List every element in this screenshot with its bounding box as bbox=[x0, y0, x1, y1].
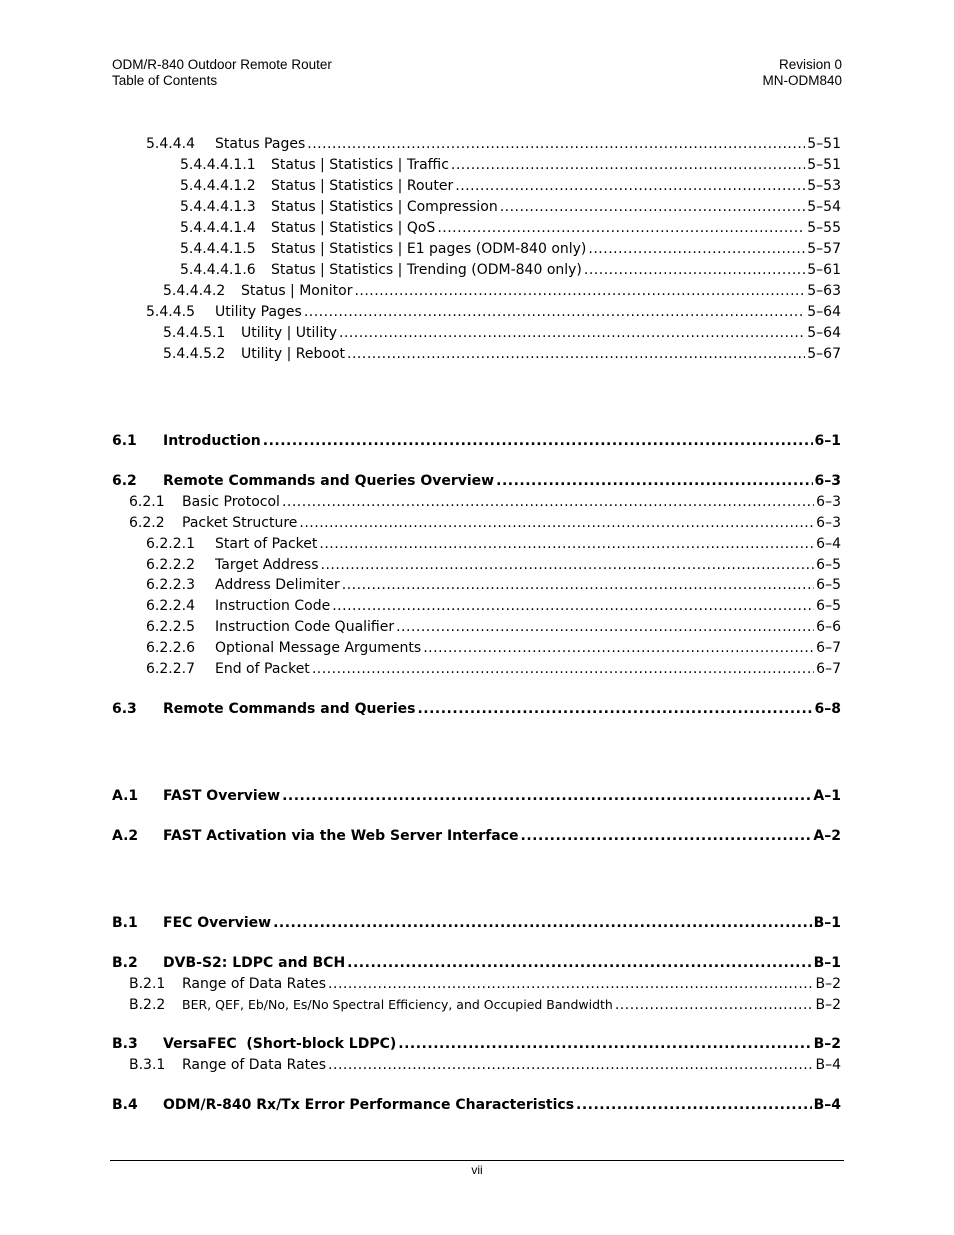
toc-entry[interactable] bbox=[163, 281, 841, 301]
toc-entry[interactable] bbox=[180, 239, 841, 259]
toc-page: 6–6 bbox=[816, 619, 841, 635]
toc-page: 5–57 bbox=[807, 241, 841, 257]
toc-title: Instruction Code Qualifier bbox=[215, 619, 395, 635]
toc-number: B.2.2 bbox=[129, 997, 166, 1013]
toc-number: 5.4.4.4.1.1 bbox=[180, 157, 256, 173]
toc-page: 5–51 bbox=[807, 136, 841, 152]
toc-leader bbox=[455, 176, 805, 196]
toc-page: 5–51 bbox=[807, 157, 841, 173]
toc-entry[interactable] bbox=[112, 1095, 841, 1115]
toc-page: 6–8 bbox=[814, 701, 841, 717]
toc-title: Range of Data Rates bbox=[182, 976, 327, 992]
toc-entry[interactable] bbox=[146, 534, 841, 554]
toc-title: Utility | Utility bbox=[241, 325, 337, 341]
toc-page: 6–3 bbox=[816, 515, 841, 531]
toc-title: Status | Monitor bbox=[241, 283, 353, 299]
toc-page: B–1 bbox=[813, 915, 841, 931]
toc-number: A.2 bbox=[112, 828, 139, 844]
toc-number: 6.2 bbox=[112, 473, 137, 489]
toc-page: 6–5 bbox=[816, 598, 841, 614]
toc-entry[interactable] bbox=[112, 471, 841, 491]
toc-page: 5–55 bbox=[807, 220, 841, 236]
toc-page: 6–7 bbox=[816, 661, 841, 677]
toc-number: 6.2.2.2 bbox=[146, 557, 195, 573]
toc-entry[interactable] bbox=[163, 323, 841, 343]
toc-leader bbox=[282, 492, 814, 512]
toc-number: 6.2.2.4 bbox=[146, 598, 195, 614]
toc-number: B.3 bbox=[112, 1036, 138, 1052]
toc-title: ODM/R-840 Rx/Tx Error Performance Characteristics bbox=[163, 1097, 575, 1113]
toc-page: 6–5 bbox=[816, 577, 841, 593]
manual-number: MN-ODM840 bbox=[762, 73, 842, 88]
toc-page: 6–1 bbox=[814, 433, 841, 449]
toc-number: A.1 bbox=[112, 788, 139, 804]
revision-label: Revision 0 bbox=[778, 57, 842, 72]
toc-page: 5–67 bbox=[807, 346, 841, 362]
toc-entry[interactable] bbox=[180, 260, 841, 280]
toc-entry[interactable] bbox=[146, 638, 841, 658]
toc-number: 5.4.4.5.2 bbox=[163, 346, 226, 362]
toc-title: BER, QEF, Eb/No, Es/No Spectral Efficiency, and Occupied Bandwidth bbox=[182, 997, 613, 1012]
toc-title: Address Delimiter bbox=[215, 577, 340, 593]
toc-leader bbox=[500, 197, 806, 217]
running-header-left bbox=[112, 57, 332, 89]
footer-rule bbox=[110, 1160, 844, 1161]
toc-title: Basic Protocol bbox=[182, 494, 280, 510]
toc-number: B.2 bbox=[112, 955, 138, 971]
toc-leader bbox=[451, 155, 805, 175]
toc-page: 5–64 bbox=[807, 304, 841, 320]
toc-leader bbox=[396, 617, 814, 637]
toc-entry[interactable] bbox=[112, 699, 841, 719]
toc-title: Status | Statistics | E1 pages (ODM-840 only) bbox=[271, 241, 587, 257]
toc-page: 6–3 bbox=[816, 494, 841, 510]
toc-number: 5.4.4.4.2 bbox=[163, 283, 226, 299]
toc-entry[interactable] bbox=[163, 344, 841, 364]
toc-page: 5–53 bbox=[807, 178, 841, 194]
toc-leader bbox=[354, 281, 805, 301]
section-title: Table of Contents bbox=[112, 73, 218, 88]
toc-entry[interactable] bbox=[129, 513, 841, 533]
toc-title: Optional Message Arguments bbox=[215, 640, 422, 656]
toc-page: 5–54 bbox=[807, 199, 841, 215]
toc-page: B–2 bbox=[815, 976, 841, 992]
toc-number: 5.4.4.4.1.3 bbox=[180, 199, 256, 215]
toc-entry[interactable] bbox=[146, 617, 841, 637]
toc-title: DVB-S2: LDPC and BCH bbox=[163, 955, 346, 971]
toc-leader bbox=[521, 826, 812, 846]
toc-leader bbox=[319, 534, 814, 554]
toc-entry[interactable] bbox=[180, 176, 841, 196]
toc-page: B–4 bbox=[813, 1097, 841, 1113]
toc-leader bbox=[339, 323, 805, 343]
toc-number: 5.4.4.4.1.4 bbox=[180, 220, 256, 236]
toc-entry[interactable] bbox=[146, 659, 841, 679]
toc-title: Remote Commands and Queries bbox=[163, 701, 416, 717]
toc-page: 5–64 bbox=[807, 325, 841, 341]
toc-entry[interactable] bbox=[146, 575, 841, 595]
toc-number: 6.2.2.7 bbox=[146, 661, 195, 677]
toc-entry[interactable] bbox=[146, 302, 841, 322]
toc-leader bbox=[304, 302, 805, 322]
toc-entry[interactable] bbox=[112, 826, 841, 846]
toc-entry[interactable] bbox=[146, 596, 841, 616]
toc-number: 5.4.4.4.1.2 bbox=[180, 178, 256, 194]
toc-title: FEC Overview bbox=[163, 915, 272, 931]
toc-number: 5.4.4.5.1 bbox=[163, 325, 226, 341]
toc-page: 5–61 bbox=[807, 262, 841, 278]
toc-entry[interactable] bbox=[112, 786, 841, 806]
toc-leader bbox=[328, 974, 813, 994]
toc-number: B.2.1 bbox=[129, 976, 166, 992]
running-header-right bbox=[762, 57, 842, 89]
toc-title: Remote Commands and Queries Overview bbox=[163, 473, 495, 489]
toc-leader bbox=[576, 1095, 812, 1115]
toc-leader bbox=[347, 344, 805, 364]
toc-page: A–2 bbox=[813, 828, 841, 844]
toc-leader bbox=[423, 638, 814, 658]
toc-leader bbox=[321, 555, 815, 575]
toc-leader bbox=[273, 913, 812, 933]
toc-entry[interactable] bbox=[112, 953, 841, 973]
toc-leader bbox=[496, 471, 812, 491]
toc-entry[interactable] bbox=[112, 431, 841, 451]
toc-page: 6–3 bbox=[814, 473, 841, 489]
page-number: vii bbox=[471, 1163, 483, 1177]
toc-title: End of Packet bbox=[215, 661, 310, 677]
toc-number: 5.4.4.4.1.6 bbox=[180, 262, 256, 278]
toc-title: VersaFEC (Short-block LDPC) bbox=[163, 1036, 397, 1052]
toc-leader bbox=[299, 513, 814, 533]
toc-number: 6.2.2 bbox=[129, 515, 165, 531]
toc-number: B.1 bbox=[112, 915, 138, 931]
toc-leader bbox=[417, 699, 812, 719]
toc-title: Utility Pages bbox=[215, 304, 302, 320]
toc-title: Start of Packet bbox=[215, 536, 318, 552]
toc-number: 5.4.4.4 bbox=[146, 136, 195, 152]
toc-entry[interactable] bbox=[180, 197, 841, 217]
toc-entry[interactable] bbox=[146, 555, 841, 575]
toc-page: 6–5 bbox=[816, 557, 841, 573]
toc-leader bbox=[282, 786, 811, 806]
toc-number: 6.2.1 bbox=[129, 494, 165, 510]
toc-entry[interactable] bbox=[180, 218, 841, 238]
toc-number: 5.4.4.4.1.5 bbox=[180, 241, 256, 257]
toc-title: Status Pages bbox=[215, 136, 306, 152]
toc-leader bbox=[615, 995, 814, 1015]
toc-entry[interactable] bbox=[129, 1055, 841, 1075]
toc-number: 6.2.2.5 bbox=[146, 619, 195, 635]
toc-leader bbox=[347, 953, 811, 973]
toc-number: 6.2.2.6 bbox=[146, 640, 195, 656]
toc-leader bbox=[312, 659, 814, 679]
toc-entry[interactable] bbox=[129, 974, 841, 994]
toc-entry[interactable] bbox=[180, 155, 841, 175]
toc-page: B–1 bbox=[813, 955, 841, 971]
toc-title: Status | Statistics | Compression bbox=[271, 199, 498, 215]
toc-leader bbox=[263, 431, 813, 451]
document-title: ODM/R-840 Outdoor Remote Router bbox=[112, 57, 332, 72]
toc-page: A–1 bbox=[813, 788, 841, 804]
toc-leader bbox=[307, 134, 805, 154]
toc-leader bbox=[328, 1055, 813, 1075]
toc-leader bbox=[332, 596, 814, 616]
toc-title: Target Address bbox=[215, 557, 319, 573]
toc-title: FAST Overview bbox=[163, 788, 281, 804]
toc-title: FAST Activation via the Web Server Interface bbox=[163, 828, 519, 844]
toc-title: Introduction bbox=[163, 433, 261, 449]
toc-leader bbox=[584, 260, 805, 280]
toc-title: Utility | Reboot bbox=[241, 346, 346, 362]
toc-page: B–2 bbox=[815, 997, 841, 1013]
toc-entry[interactable] bbox=[129, 995, 841, 1015]
toc-title: Status | Statistics | Trending (ODM-840 only) bbox=[271, 262, 582, 278]
toc-number: 5.4.4.5 bbox=[146, 304, 195, 320]
toc-entry[interactable] bbox=[112, 913, 841, 933]
toc-leader bbox=[398, 1034, 811, 1054]
toc-leader bbox=[588, 239, 805, 259]
toc-leader bbox=[437, 218, 805, 238]
toc-leader bbox=[342, 575, 814, 595]
toc-number: 6.1 bbox=[112, 433, 137, 449]
toc-number: B.4 bbox=[112, 1097, 138, 1113]
toc-title: Status | Statistics | Router bbox=[271, 178, 454, 194]
toc-entry[interactable] bbox=[146, 134, 841, 154]
toc-title: Status | Statistics | QoS bbox=[271, 220, 436, 236]
toc-page: 6–7 bbox=[816, 640, 841, 656]
toc-page: 6–4 bbox=[816, 536, 841, 552]
toc-number: 6.2.2.3 bbox=[146, 577, 195, 593]
toc-number: B.3.1 bbox=[129, 1057, 166, 1073]
toc-number: 6.3 bbox=[112, 701, 137, 717]
toc-title: Range of Data Rates bbox=[182, 1057, 327, 1073]
toc-title: Instruction Code bbox=[215, 598, 331, 614]
toc-page: B–2 bbox=[813, 1036, 841, 1052]
toc-page: B–4 bbox=[815, 1057, 841, 1073]
toc-title: Status | Statistics | Traffic bbox=[271, 157, 449, 173]
toc-page: 5–63 bbox=[807, 283, 841, 299]
toc-entry[interactable] bbox=[112, 1034, 841, 1054]
toc-number: 6.2.2.1 bbox=[146, 536, 195, 552]
toc-title: Packet Structure bbox=[182, 515, 298, 531]
toc-entry[interactable] bbox=[129, 492, 841, 512]
